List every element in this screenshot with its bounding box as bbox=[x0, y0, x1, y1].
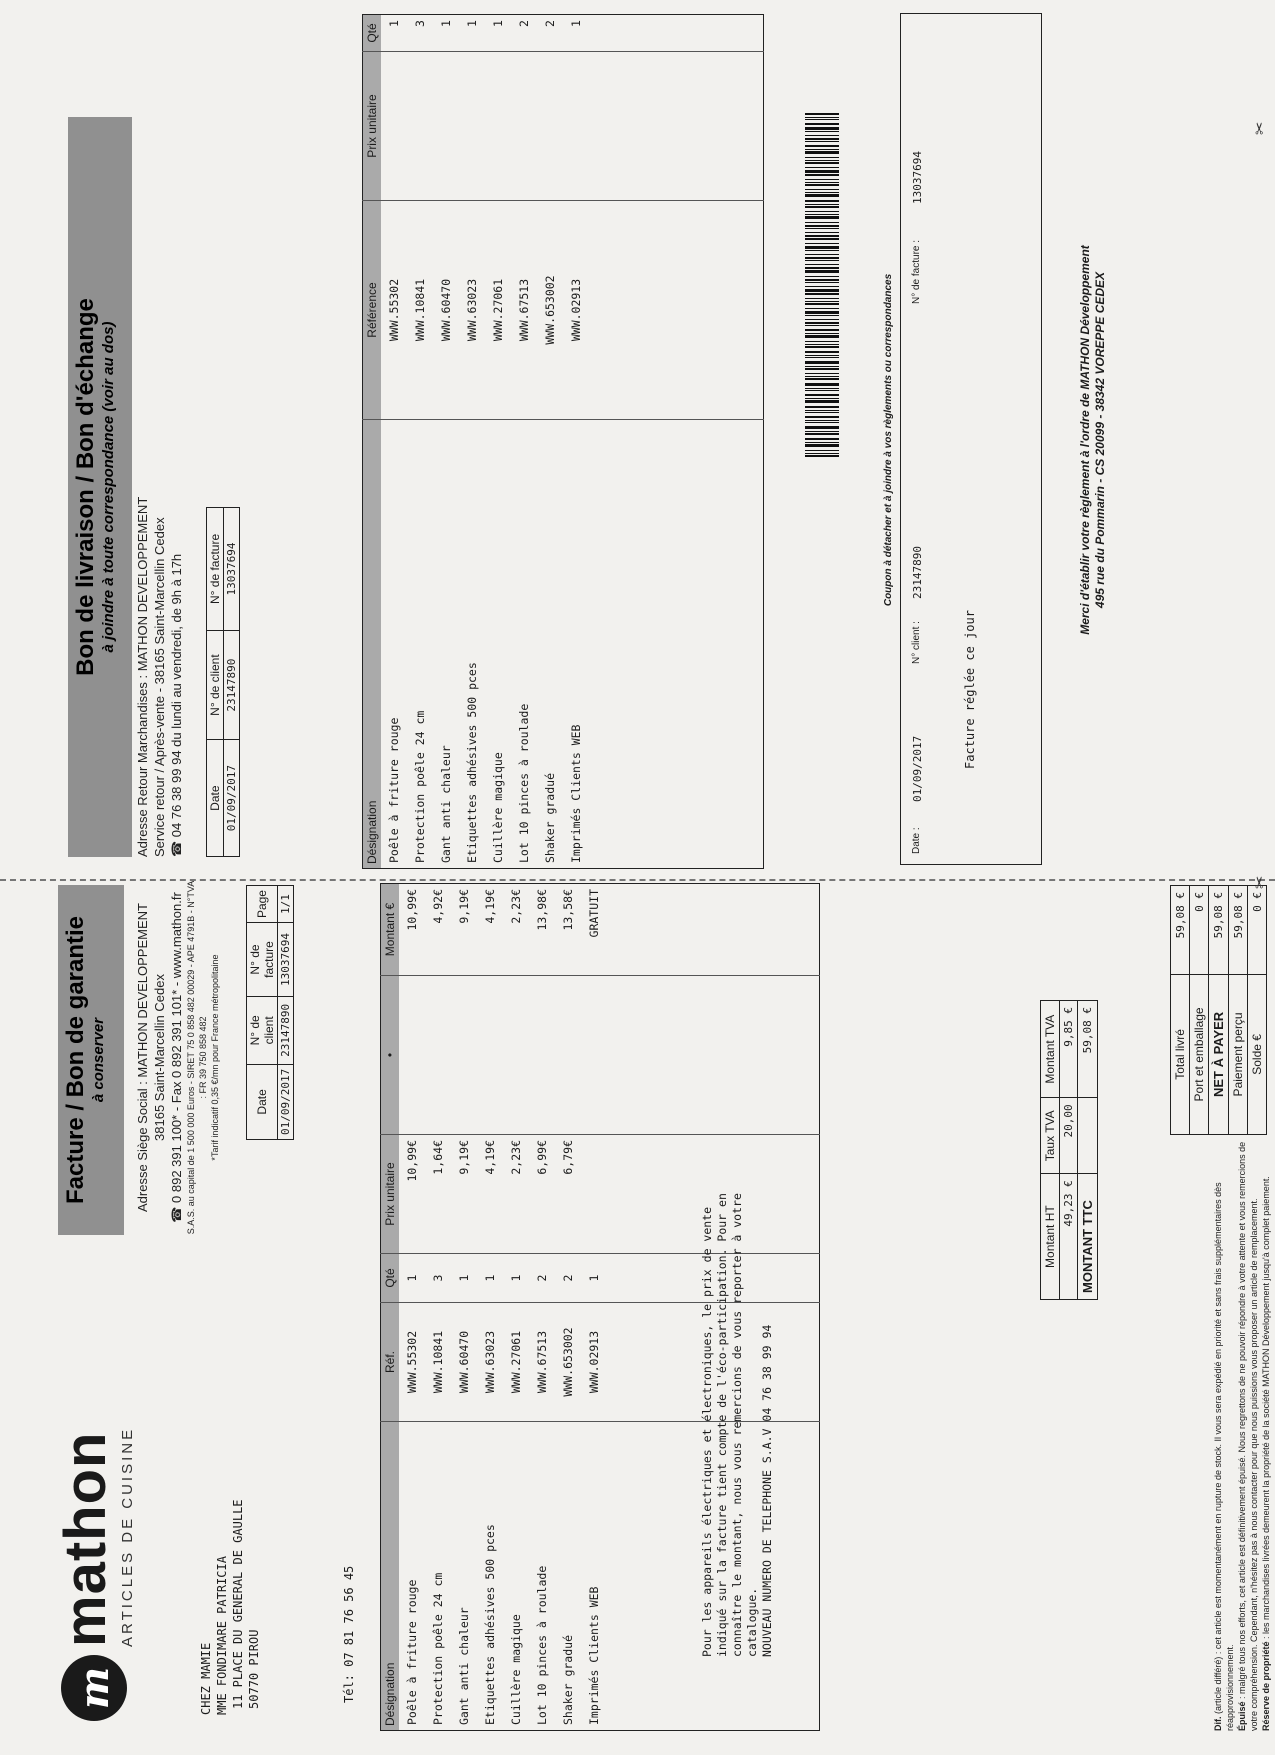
item-qty: 1 bbox=[569, 20, 583, 27]
item-reference: WWW.60470 bbox=[433, 201, 459, 420]
designation-header: Désignation bbox=[381, 1422, 400, 1731]
item-unit-price: 6,79€ bbox=[555, 1135, 581, 1254]
item-ref: WWW.10841 bbox=[425, 1303, 451, 1422]
item-flag bbox=[451, 976, 477, 1135]
customer-line: 50770 PIROU bbox=[247, 1629, 261, 1709]
item-designation: Gant anti chaleur bbox=[451, 1422, 477, 1731]
item-unit-price bbox=[459, 52, 485, 201]
item-designation: Poêle à friture rouge bbox=[399, 1422, 425, 1731]
date-header: Date bbox=[247, 1064, 278, 1139]
invoice-title-bar bbox=[58, 885, 124, 1235]
page-number: 1/1 bbox=[278, 886, 294, 923]
item-qty: 1 bbox=[491, 20, 505, 27]
message-line: NOUVEAU NUMERO DE TELEPHONE S.A.V 04 76 38 99 94 bbox=[760, 1324, 774, 1657]
reference-header: Référence bbox=[363, 201, 382, 420]
item-unit-price: 9,19€ bbox=[451, 1135, 477, 1254]
mathon-logo bbox=[52, 1427, 136, 1721]
item-designation: Shaker gradué bbox=[537, 420, 563, 869]
invoice-title: Facture / Bon de garantie bbox=[62, 915, 89, 1205]
item-amount: 4,92€ bbox=[431, 889, 445, 924]
item-qty: 3 bbox=[413, 20, 427, 27]
summary-row bbox=[1248, 886, 1267, 1135]
fold-line bbox=[0, 879, 1275, 881]
payment-instructions bbox=[1078, 15, 1108, 865]
table-row bbox=[537, 15, 563, 869]
amount-ht: 49,23 € bbox=[1060, 1174, 1078, 1300]
delivery-subtitle: à joindre à toute correspondance (voir au dos) bbox=[100, 321, 117, 653]
table-row bbox=[529, 884, 555, 1731]
item-flag bbox=[529, 976, 555, 1135]
summary-row bbox=[1190, 886, 1209, 1135]
item-ref: WWW.60470 bbox=[451, 1303, 477, 1422]
item-ref: WWW.63023 bbox=[477, 1303, 503, 1422]
item-ref: WWW.653002 bbox=[555, 1303, 581, 1422]
item-qty: 1 bbox=[439, 20, 453, 27]
item-amount: 9,19€ bbox=[457, 889, 471, 924]
item-ref: WWW.02913 bbox=[581, 1303, 607, 1422]
company-info bbox=[134, 880, 221, 1235]
table-row bbox=[503, 884, 529, 1731]
item-amount: 10,99€ bbox=[405, 889, 419, 931]
client-number: 23147890 bbox=[278, 996, 294, 1064]
table-row bbox=[399, 884, 425, 1731]
company-head-office: Adresse Siège Social : MATHON DEVELOPPEMENT bbox=[135, 903, 150, 1212]
item-flag bbox=[425, 976, 451, 1135]
item-designation: Lot 10 pinces à roulade bbox=[529, 1422, 555, 1731]
barcode-image bbox=[805, 37, 839, 457]
item-designation: Cuillère magique bbox=[485, 420, 511, 869]
ttc-label: MONTANT TTC bbox=[1078, 1174, 1098, 1300]
amount-header: Montant € bbox=[381, 884, 400, 976]
item-designation: Etiquettes adhésives 500 pces bbox=[477, 1422, 503, 1731]
summary-value: 59,08 € bbox=[1229, 886, 1248, 975]
return-hours: ☎ 04 76 38 99 94 du lundi au vendredi, de 9h à 17h bbox=[169, 553, 184, 857]
item-flag bbox=[581, 976, 607, 1135]
item-qty: 1 bbox=[465, 20, 479, 27]
qty-header: Qté bbox=[363, 15, 382, 52]
tva-amount-header: Montant TVA bbox=[1041, 1001, 1060, 1098]
customer-line: MME FONDIMARE PATRICIA bbox=[215, 1556, 229, 1715]
scissors-icon: ✂ bbox=[1252, 121, 1269, 135]
summary-value: 0 € bbox=[1190, 886, 1209, 975]
scissors-icon: ✂ bbox=[1252, 875, 1269, 889]
return-address-line: Service retour / Après-vente - 38165 Saint-Marcellin Cedex bbox=[152, 517, 167, 857]
delivery-client-number: 23147890 bbox=[224, 630, 240, 739]
item-unit-price bbox=[407, 52, 433, 201]
customer-address bbox=[198, 1499, 262, 1715]
table-row bbox=[555, 884, 581, 1731]
summary-row bbox=[1209, 886, 1229, 1135]
item-reference: WWW.55302 bbox=[381, 201, 407, 420]
invoice-ids-table bbox=[246, 885, 294, 1140]
note-out-of-stock: Épuisé : malgré tous nos efforts, cet article est définitivement épuisé. Nous regrettons de ne pouvoir répondre à votre attente et vous remercions de votre compréhension. Cependant, n'hésitez pas à nous contacter pour que nous puissions vous proposer un article de remplacement. bbox=[1237, 1141, 1259, 1731]
table-row bbox=[511, 15, 537, 869]
delivery-items-table bbox=[362, 14, 764, 869]
item-designation: Lot 10 pinces à roulade bbox=[511, 420, 537, 869]
delivery-section bbox=[0, 0, 1275, 877]
summary-value: 59,08 € bbox=[1171, 886, 1190, 975]
delivery-date: 01/09/2017 bbox=[224, 740, 240, 857]
payment-summary-table bbox=[1170, 885, 1267, 1135]
item-unit-price bbox=[485, 52, 511, 201]
tva-rate-header: Taux TVA bbox=[1041, 1098, 1060, 1174]
item-flag bbox=[503, 976, 529, 1135]
date-header: Date bbox=[207, 740, 224, 857]
item-ref: WWW.67513 bbox=[529, 1303, 555, 1422]
item-qty: 2 bbox=[529, 1254, 555, 1303]
designation-header: Désignation bbox=[363, 420, 382, 869]
summary-label: Port et emballage bbox=[1190, 974, 1209, 1134]
summary-label: Total livré bbox=[1171, 974, 1190, 1134]
summary-label: Paiement perçu bbox=[1229, 974, 1248, 1134]
qty-header: Qté bbox=[381, 1254, 400, 1303]
item-reference: WWW.653002 bbox=[537, 201, 563, 420]
item-unit-price bbox=[581, 1135, 607, 1254]
company-contact: ☎ 0 892 391 100* - Fax 0 892 391 101* - www.mathon.fr bbox=[169, 892, 184, 1223]
ttc-value: 59,08 € bbox=[1078, 1001, 1098, 1098]
unit-price-header: Prix unitaire bbox=[363, 52, 382, 201]
table-row bbox=[459, 15, 485, 869]
invoice-subtitle: à conserver bbox=[90, 1017, 107, 1103]
item-unit-price: 2,23€ bbox=[503, 1135, 529, 1254]
barcode bbox=[805, 37, 839, 457]
item-qty: 2 bbox=[517, 20, 531, 27]
mathon-logo-icon: m bbox=[61, 1655, 127, 1721]
table-row bbox=[485, 15, 511, 869]
item-designation: Gant anti chaleur bbox=[433, 420, 459, 869]
note-deferred: Dif. (article différé) : cet article est momentanément en rupture de stock. Il vous sera expédié en priorité et sans frais supplémentaires dès réapprovisionnement. bbox=[1213, 1182, 1235, 1731]
item-amount: 4,19€ bbox=[483, 889, 497, 924]
delivery-ids-table bbox=[206, 507, 240, 857]
unit-price-header: Prix unitaire bbox=[381, 1135, 400, 1254]
item-unit-price: 1,64€ bbox=[425, 1135, 451, 1254]
ref-header: Réf. bbox=[381, 1303, 400, 1422]
item-reference: WWW.10841 bbox=[407, 201, 433, 420]
coupon-box bbox=[900, 13, 1042, 865]
item-designation: Protection poêle 24 cm bbox=[407, 420, 433, 869]
invoice-date: 01/09/2017 bbox=[278, 1064, 294, 1139]
customer-phone: Tél: 07 81 76 56 45 bbox=[342, 1565, 356, 1703]
return-address bbox=[134, 437, 185, 857]
item-qty: 1 bbox=[399, 1254, 425, 1303]
item-designation: Etiquettes adhésives 500 pces bbox=[459, 420, 485, 869]
item-flag bbox=[399, 976, 425, 1135]
filler-row bbox=[589, 15, 764, 869]
company-legal: S.A.S. au capital de 1 500 000 Euros - SIRET 75 0 858 482 00029 - APE 4791B - N°TVA : FR 39 750 858 482 bbox=[186, 880, 208, 1235]
item-designation: Shaker gradué bbox=[555, 1422, 581, 1731]
coupon-date: 01/09/2017 bbox=[911, 735, 924, 802]
message-line: catalogue. bbox=[745, 1587, 759, 1657]
message-line: indiqué sur la facture tient compte de l'éco-participation. Pour en bbox=[715, 1193, 729, 1657]
item-flag bbox=[555, 976, 581, 1135]
delivery-invoice-number: 13037694 bbox=[224, 508, 240, 631]
item-unit-price bbox=[433, 52, 459, 201]
customer-line: 11 PLACE DU GENERAL DE GAULLE bbox=[231, 1499, 245, 1709]
summary-label: Solde € bbox=[1248, 974, 1267, 1134]
coupon-invoice-label: N° de facture : bbox=[911, 239, 922, 304]
item-reference: WWW.27061 bbox=[485, 201, 511, 420]
eco-participation-message bbox=[700, 1193, 775, 1657]
summary-value: 59,08 € bbox=[1209, 886, 1229, 975]
tva-amount: 9,85 € bbox=[1060, 1001, 1078, 1098]
invoice-number: 13037694 bbox=[278, 923, 294, 997]
payment-address-line: 495 rue du Pommarin - CS 20099 - 38342 VOREPPE CEDEX bbox=[1093, 271, 1107, 609]
invoice-section bbox=[0, 877, 1275, 1755]
item-ref: WWW.55302 bbox=[399, 1303, 425, 1422]
tva-rate: 20,00 bbox=[1060, 1098, 1078, 1174]
item-qty: 3 bbox=[425, 1254, 451, 1303]
table-row bbox=[425, 884, 451, 1731]
item-unit-price: 10,99€ bbox=[399, 1135, 425, 1254]
item-designation: Poêle à friture rouge bbox=[381, 420, 407, 869]
legal-notes bbox=[1212, 1141, 1272, 1731]
item-designation: Imprimés Clients WEB bbox=[581, 1422, 607, 1731]
delivery-title-bar bbox=[68, 117, 132, 857]
coupon-title: Coupon à détacher et à joindre à vos règlements ou correspondances bbox=[883, 273, 894, 607]
table-row bbox=[451, 884, 477, 1731]
item-unit-price: 6,99€ bbox=[529, 1135, 555, 1254]
coupon-status: Facture réglée ce jour bbox=[963, 610, 977, 769]
item-reference: WWW.67513 bbox=[511, 201, 537, 420]
item-qty: 1 bbox=[387, 20, 401, 27]
coupon-client-label: N° client : bbox=[911, 621, 922, 664]
summary-label: NET À PAYER bbox=[1209, 974, 1229, 1134]
tva-table bbox=[1040, 1000, 1098, 1300]
coupon-date-label: Date : bbox=[911, 827, 922, 854]
table-row bbox=[581, 884, 607, 1731]
summary-row bbox=[1229, 886, 1248, 1135]
item-unit-price bbox=[537, 52, 563, 201]
item-qty: 2 bbox=[543, 20, 557, 27]
invoice-number-header: N° de facture bbox=[207, 508, 224, 631]
item-qty: 1 bbox=[477, 1254, 503, 1303]
delivery-items-body bbox=[381, 15, 764, 869]
return-address-line: Adresse Retour Marchandises : MATHON DEVELOPPEMENT bbox=[135, 496, 150, 857]
item-qty: 1 bbox=[581, 1254, 607, 1303]
item-designation: Cuillère magique bbox=[503, 1422, 529, 1731]
item-qty: 1 bbox=[503, 1254, 529, 1303]
item-unit-price bbox=[381, 52, 407, 201]
item-unit-price bbox=[563, 52, 589, 201]
item-ref: WWW.27061 bbox=[503, 1303, 529, 1422]
item-flag bbox=[477, 976, 503, 1135]
item-amount: 13,58€ bbox=[561, 889, 575, 931]
item-unit-price bbox=[511, 52, 537, 201]
item-reference: WWW.02913 bbox=[563, 201, 589, 420]
item-reference: WWW.63023 bbox=[459, 201, 485, 420]
delivery-title: Bon de livraison / Bon d'échange bbox=[72, 298, 99, 676]
table-row bbox=[407, 15, 433, 869]
tarif-note: *Tarif indicatif 0,35 €/mn pour France métropolitaine bbox=[210, 954, 220, 1161]
item-designation: Imprimés Clients WEB bbox=[563, 420, 589, 869]
table-row bbox=[477, 884, 503, 1731]
item-designation: Protection poêle 24 cm bbox=[425, 1422, 451, 1731]
client-number-header: N° de client bbox=[207, 630, 224, 739]
coupon-invoice: 13037694 bbox=[911, 151, 924, 204]
page-header: Page bbox=[247, 886, 278, 923]
summary-value: 0 € bbox=[1248, 886, 1267, 975]
item-amount: GRATUIT bbox=[587, 889, 601, 938]
company-city: 38165 Saint-Marcellin Cedex bbox=[152, 974, 167, 1141]
item-unit-price: 4,19€ bbox=[477, 1135, 503, 1254]
message-line: Pour les appareils électriques et électroniques, le prix de vente bbox=[700, 1206, 714, 1657]
invoice-number-header: N° de facture bbox=[247, 923, 278, 997]
table-row bbox=[381, 15, 407, 869]
table-row bbox=[563, 15, 589, 869]
summary-row bbox=[1171, 886, 1190, 1135]
payment-order-line: Merci d'établir votre règlement à l'ordre de MATHON Développement bbox=[1078, 245, 1092, 635]
item-qty: 2 bbox=[555, 1254, 581, 1303]
item-amount: 2,23€ bbox=[509, 889, 523, 924]
note-ownership: Réserve de propriété : les marchandises livrées demeurent la propriété de la société MATHON Développement jusqu'à complet paiement. bbox=[1261, 1176, 1271, 1731]
logo-tagline: ARTICLES DE CUISINE bbox=[119, 1426, 136, 1647]
message-line: connaître le montant, nous vous remercions de vous reporter à votre bbox=[730, 1193, 744, 1657]
logo-wordmark: mathon bbox=[53, 1431, 118, 1647]
client-number-header: N° de client bbox=[247, 996, 278, 1064]
flag-header: • bbox=[381, 976, 400, 1135]
amount-ht-header: Montant HT bbox=[1041, 1174, 1060, 1300]
item-amount: 13,98€ bbox=[535, 889, 549, 931]
customer-line: CHEZ MAMIE bbox=[199, 1642, 213, 1715]
table-row bbox=[433, 15, 459, 869]
coupon-client: 23147890 bbox=[911, 546, 924, 599]
item-qty: 1 bbox=[451, 1254, 477, 1303]
